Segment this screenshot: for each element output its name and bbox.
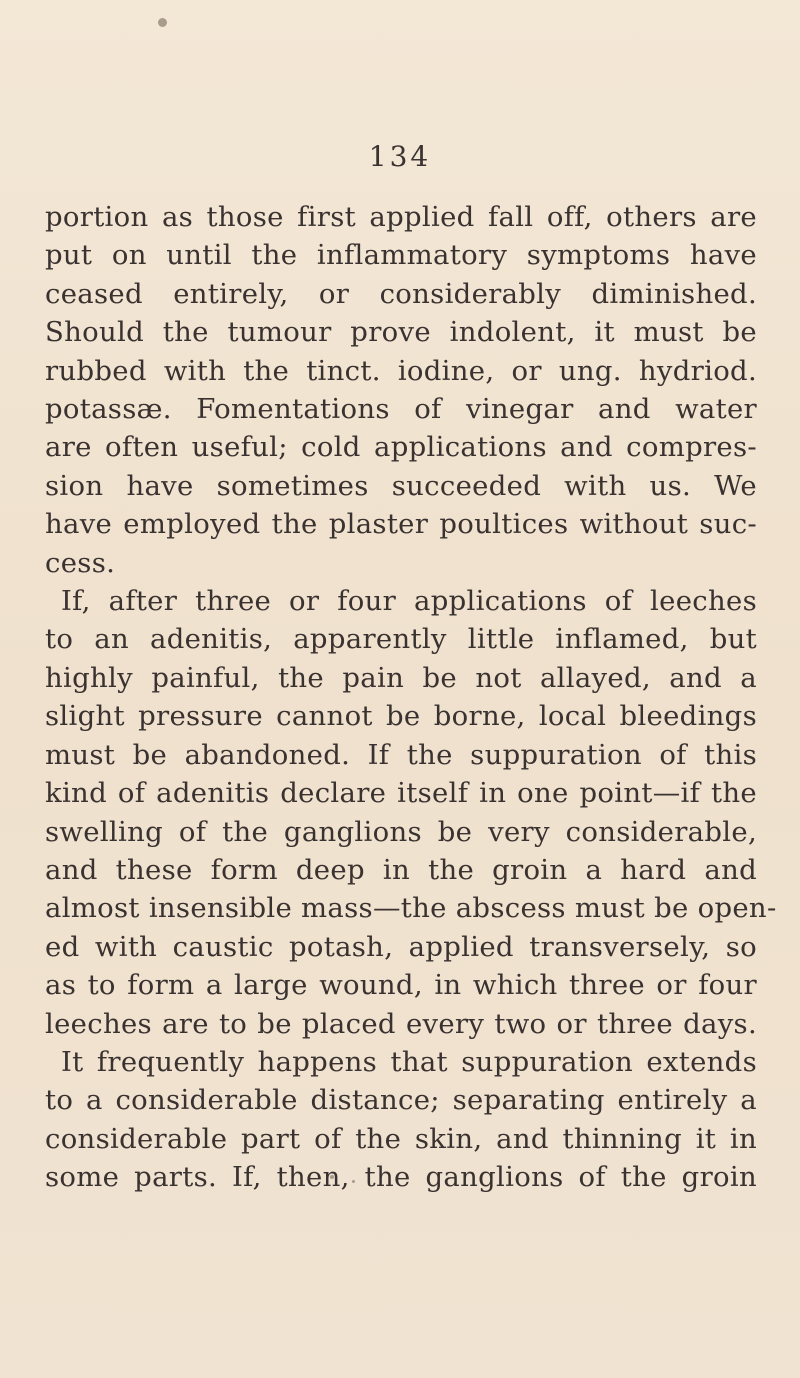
text-line: to an adenitis, apparently little inflamed, but	[45, 623, 757, 656]
text-line: highly painful, the pain be not allayed, and a	[45, 661, 757, 694]
text-line: leeches are to be placed every two or three days.	[45, 1007, 757, 1040]
text-line: cess.	[45, 546, 116, 579]
text-line: must be abandoned. If the suppuration of this	[45, 738, 757, 771]
text-line: have employed the plaster poultices without suc-	[45, 508, 757, 541]
text-line: are often useful; cold applications and compres-	[45, 431, 757, 464]
text-line: potassæ. Fomentations of vinegar and water	[45, 393, 757, 426]
text-line: ed with caustic potash, applied transversely, so	[45, 930, 757, 963]
paragraph-start-line: If, after three or four applications of leeches	[61, 585, 757, 618]
text-line: to a considerable distance; separating entirely a	[45, 1084, 757, 1117]
text-line: considerable part of the skin, and thinning it in	[45, 1122, 757, 1155]
ink-speck	[158, 18, 167, 27]
text-line: portion as those first applied fall off, others are	[45, 201, 757, 233]
text-line: Should the tumour prove indolent, it must be	[45, 316, 757, 349]
text-line: put on until the inflammatory symptoms have	[45, 239, 757, 272]
text-line: sion have sometimes succeeded with us. We	[45, 469, 757, 502]
text-line: swelling of the ganglions be very considerable,	[45, 815, 757, 848]
text-line: rubbed with the tinct. iodine, or ung. hydriod.	[45, 354, 757, 387]
text-line: and these form deep in the groin a hard and	[45, 853, 757, 886]
text-line: ceased entirely, or considerably diminished.	[45, 277, 757, 310]
body-text	[45, 198, 777, 1197]
text-line: as to form a large wound, in which three or four	[45, 969, 757, 1002]
page-number: 134	[368, 140, 432, 173]
text-line: some parts. If, then, the ganglions of the groin	[45, 1161, 757, 1194]
paragraph-start-line: It frequently happens that suppuration extends	[61, 1045, 757, 1078]
text-line: almost insensible mass—the abscess must be open-	[45, 892, 777, 925]
text-line: kind of adenitis declare itself in one point—if the	[45, 777, 757, 810]
text-line: slight pressure cannot be borne, local bleedings	[45, 700, 757, 733]
